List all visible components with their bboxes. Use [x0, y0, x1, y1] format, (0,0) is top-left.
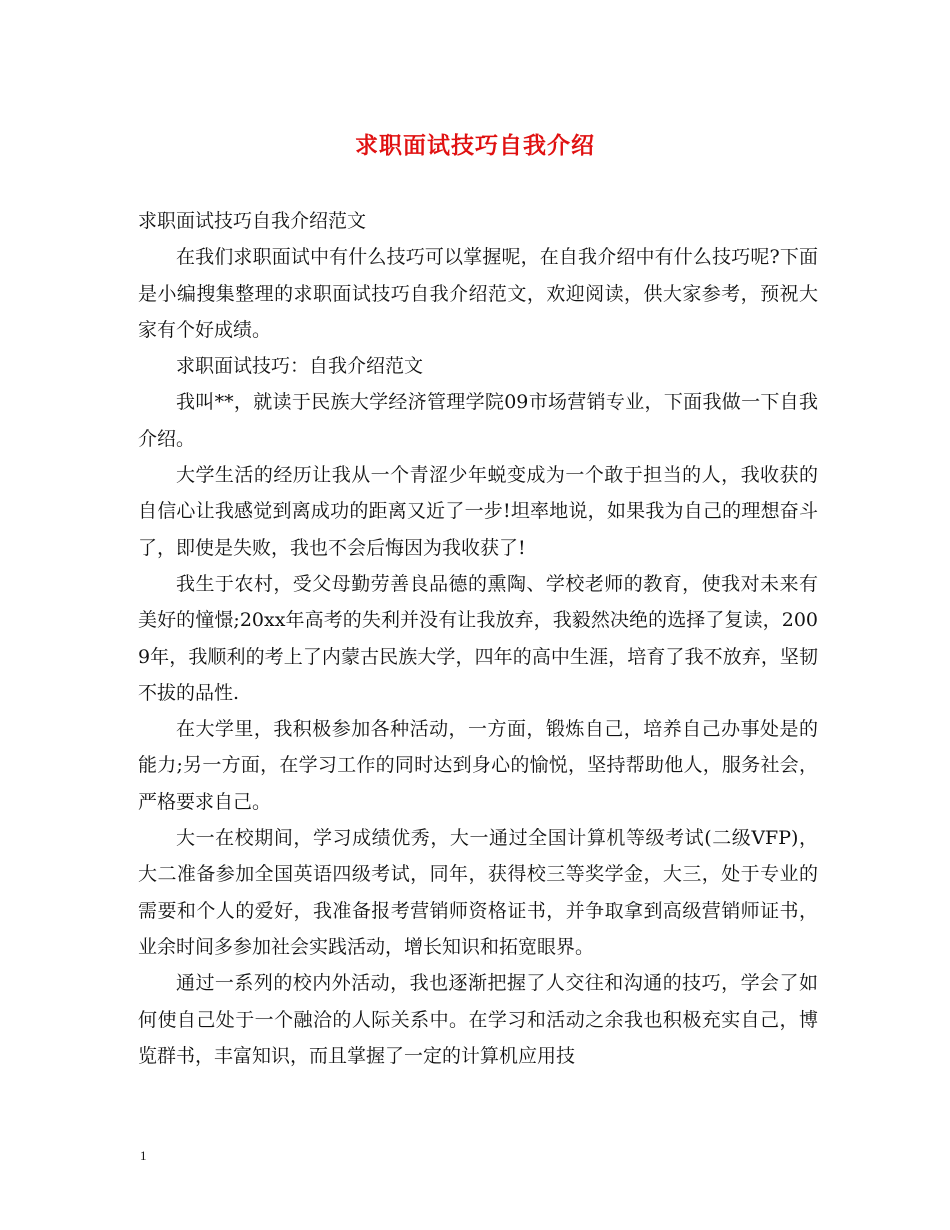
document-subtitle: 求职面试技巧自我介绍范文	[138, 210, 367, 232]
paragraph-background: 我生于农村，受父母勤劳善良品德的熏陶、学校老师的教育，使我对未来有美好的憧憬;20xx年高考的失利并没有让我放弃，我毅然决绝的选择了复读，2009年，我顺利的考上了内蒙古民族大学，四年的高中生涯，培育了我不放弃，坚韧不拔的品性.	[138, 572, 818, 704]
paragraph-activities: 在大学里，我积极参加各种活动，一方面，锻炼自己，培养自己办事处是的能力;另一方面，在学习工作的同时达到身心的愉悦，坚持帮助他人，服务社会，严格要求自己。	[138, 718, 818, 813]
document-body	[138, 203, 818, 1074]
paragraph-self-intro: 我叫**，就读于民族大学经济管理学院09市场营销专业，下面我做一下自我介绍。	[138, 391, 818, 450]
paragraph-intro: 在我们求职面试中有什么技巧可以掌握呢，在自我介绍中有什么技巧呢?下面是小编搜集整理的求职面试技巧自我介绍范文，欢迎阅读，供大家参考，预祝大家有个好成绩。	[138, 246, 818, 341]
document-title: 求职面试技巧自我介绍	[355, 132, 595, 159]
paragraph-skills: 通过一系列的校内外活动，我也逐渐把握了人交往和沟通的技巧，学会了如何使自己处于一个融洽的人际关系中。在学习和活动之余我也积极充实自己，博览群书，丰富知识，而且掌握了一定的计算机应用技	[138, 972, 818, 1067]
paragraph-university-life: 大学生活的经历让我从一个青涩少年蜕变成为一个敢于担当的人，我收获的自信心让我感觉到离成功的距离又近了一步!坦率地说，如果我为自己的理想奋斗了，即使是失败，我也不会后悔因为我收获了!	[138, 464, 818, 559]
paragraph-section-heading: 求职面试技巧：自我介绍范文	[176, 355, 424, 378]
page-number: 1	[140, 1148, 147, 1163]
paragraph-achievements: 大一在校期间，学习成绩优秀，大一通过全国计算机等级考试(二级VFP)，大二准备参加全国英语四级考试，同年，获得校三等奖学金，大三，处于专业的需要和个人的爱好，我准备报考营销师资格证书，并争取拿到高级营销师证书，业余时间多参加社会实践活动，增长知识和拓宽眼界。	[138, 827, 818, 958]
